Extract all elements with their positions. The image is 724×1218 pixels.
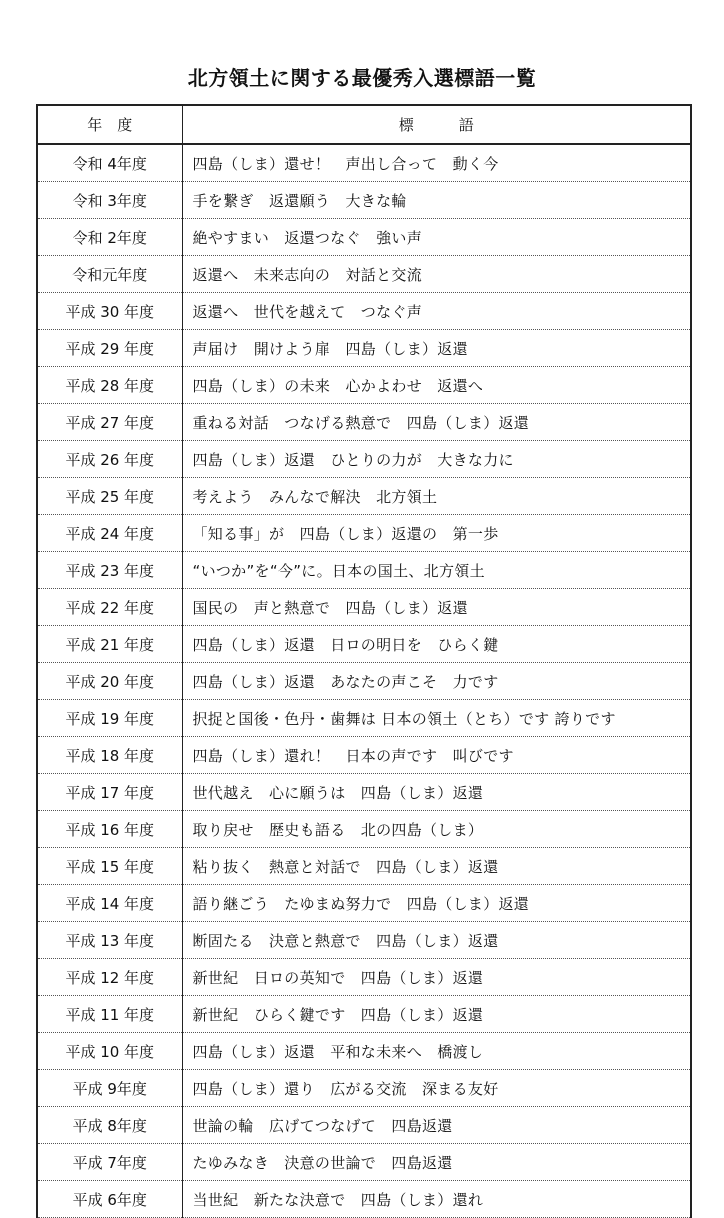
slogan-cell: 四島（しま）の未来 心かよわせ 返還へ — [182, 367, 690, 404]
slogan-cell: 四島（しま）還れ！ 日本の声です 叫びです — [182, 737, 690, 774]
table-row — [38, 404, 690, 441]
year-cell: 平成 8年度 — [38, 1107, 182, 1144]
year-cell: 平成 10 年度 — [38, 1033, 182, 1070]
slogan-cell: 断固たる 決意と熱意で 四島（しま）返還 — [182, 922, 690, 959]
slogan-cell: 四島（しま）返還 平和な未来へ 橋渡し — [182, 1033, 690, 1070]
slogan-cell: 四島（しま）返還 ひとりの力が 大きな力に — [182, 441, 690, 478]
slogan-table — [36, 104, 692, 1218]
slogan-cell: 絶やすまい 返還つなぐ 強い声 — [182, 219, 690, 256]
slogan-cell: 四島（しま）還り 広がる交流 深まる友好 — [182, 1070, 690, 1107]
year-cell: 平成 18 年度 — [38, 737, 182, 774]
year-cell: 平成 17 年度 — [38, 774, 182, 811]
table-row — [38, 441, 690, 478]
year-cell: 平成 22 年度 — [38, 589, 182, 626]
year-cell: 平成 6年度 — [38, 1181, 182, 1218]
slogan-cell: 語り継ごう たゆまぬ努力で 四島（しま）返還 — [182, 885, 690, 922]
year-cell: 平成 16 年度 — [38, 811, 182, 848]
table-row — [38, 256, 690, 293]
table-row — [38, 885, 690, 922]
table-row — [38, 144, 690, 182]
slogan-cell: 世代越え 心に願うは 四島（しま）返還 — [182, 774, 690, 811]
table-row — [38, 1070, 690, 1107]
slogan-cell: 国民の 声と熱意で 四島（しま）返還 — [182, 589, 690, 626]
slogan-cell: 手を繋ぎ 返還願う 大きな輪 — [182, 182, 690, 219]
year-cell: 令和 4年度 — [38, 144, 182, 182]
slogan-column-header: 標 語 — [182, 106, 690, 144]
slogan-cell: 粘り抜く 熱意と対話で 四島（しま）返還 — [182, 848, 690, 885]
year-cell: 令和元年度 — [38, 256, 182, 293]
year-cell: 平成 20 年度 — [38, 663, 182, 700]
table-row — [38, 922, 690, 959]
year-cell: 平成 26 年度 — [38, 441, 182, 478]
slogan-cell: 重ねる対話 つなげる熱意で 四島（しま）返還 — [182, 404, 690, 441]
year-cell: 平成 9年度 — [38, 1070, 182, 1107]
slogan-cell: 返還へ 世代を越えて つなぐ声 — [182, 293, 690, 330]
table-row — [38, 663, 690, 700]
year-cell: 平成 19 年度 — [38, 700, 182, 737]
year-cell: 平成 25 年度 — [38, 478, 182, 515]
year-cell: 平成 15 年度 — [38, 848, 182, 885]
slogan-cell: 考えよう みんなで解決 北方領土 — [182, 478, 690, 515]
table-row — [38, 589, 690, 626]
table-row — [38, 996, 690, 1033]
table-row — [38, 959, 690, 996]
slogan-cell: 四島（しま）還せ！ 声出し合って 動く今 — [182, 144, 690, 182]
year-cell: 平成 7年度 — [38, 1144, 182, 1181]
slogan-cell: 「知る事」が 四島（しま）返還の 第一歩 — [182, 515, 690, 552]
year-cell: 平成 14 年度 — [38, 885, 182, 922]
table-row — [38, 737, 690, 774]
table-row — [38, 515, 690, 552]
table-row — [38, 330, 690, 367]
table-row — [38, 1033, 690, 1070]
table-row — [38, 811, 690, 848]
table-row — [38, 293, 690, 330]
slogan-cell: 当世紀 新たな決意で 四島（しま）還れ — [182, 1181, 690, 1218]
slogan-cell: 取り戻せ 歴史も語る 北の四島（しま） — [182, 811, 690, 848]
year-cell: 平成 27 年度 — [38, 404, 182, 441]
year-cell: 平成 29 年度 — [38, 330, 182, 367]
year-cell: 平成 11 年度 — [38, 996, 182, 1033]
slogan-cell: 声届け 開けよう扉 四島（しま）返還 — [182, 330, 690, 367]
table-row — [38, 1144, 690, 1181]
table-row — [38, 478, 690, 515]
table-body — [38, 144, 690, 1218]
table-row — [38, 774, 690, 811]
slogan-cell: 新世紀 日ロの英知で 四島（しま）返還 — [182, 959, 690, 996]
table-row — [38, 848, 690, 885]
table-row — [38, 182, 690, 219]
slogan-cell: 四島（しま）返還 あなたの声こそ 力です — [182, 663, 690, 700]
table-row — [38, 700, 690, 737]
year-cell: 平成 23 年度 — [38, 552, 182, 589]
slogan-cell: 択捉と国後・色丹・歯舞は 日本の領土（とち）です 誇りです — [182, 700, 690, 737]
slogan-cell: “いつか”を“今”に。日本の国土、北方領土 — [182, 552, 690, 589]
year-cell: 平成 28 年度 — [38, 367, 182, 404]
slogan-cell: 世論の輪 広げてつなげて 四島返還 — [182, 1107, 690, 1144]
year-cell: 平成 30 年度 — [38, 293, 182, 330]
table-row — [38, 367, 690, 404]
year-cell: 平成 12 年度 — [38, 959, 182, 996]
slogan-cell: 新世紀 ひらく鍵です 四島（しま）返還 — [182, 996, 690, 1033]
year-cell: 令和 3年度 — [38, 182, 182, 219]
table-row — [38, 552, 690, 589]
table-row — [38, 1181, 690, 1218]
page-title: 北方領土に関する最優秀入選標語一覧 — [187, 66, 537, 90]
table-row — [38, 1107, 690, 1144]
table-row — [38, 219, 690, 256]
year-cell: 令和 2年度 — [38, 219, 182, 256]
year-column-header: 年 度 — [38, 106, 182, 144]
slogan-cell: たゆみなき 決意の世論で 四島返還 — [182, 1144, 690, 1181]
table-row — [38, 626, 690, 663]
year-cell: 平成 24 年度 — [38, 515, 182, 552]
year-cell: 平成 21 年度 — [38, 626, 182, 663]
slogan-cell: 四島（しま）返還 日ロの明日を ひらく鍵 — [182, 626, 690, 663]
slogan-cell: 返還へ 未来志向の 対話と交流 — [182, 256, 690, 293]
table-header-row — [38, 106, 690, 144]
year-cell: 平成 13 年度 — [38, 922, 182, 959]
